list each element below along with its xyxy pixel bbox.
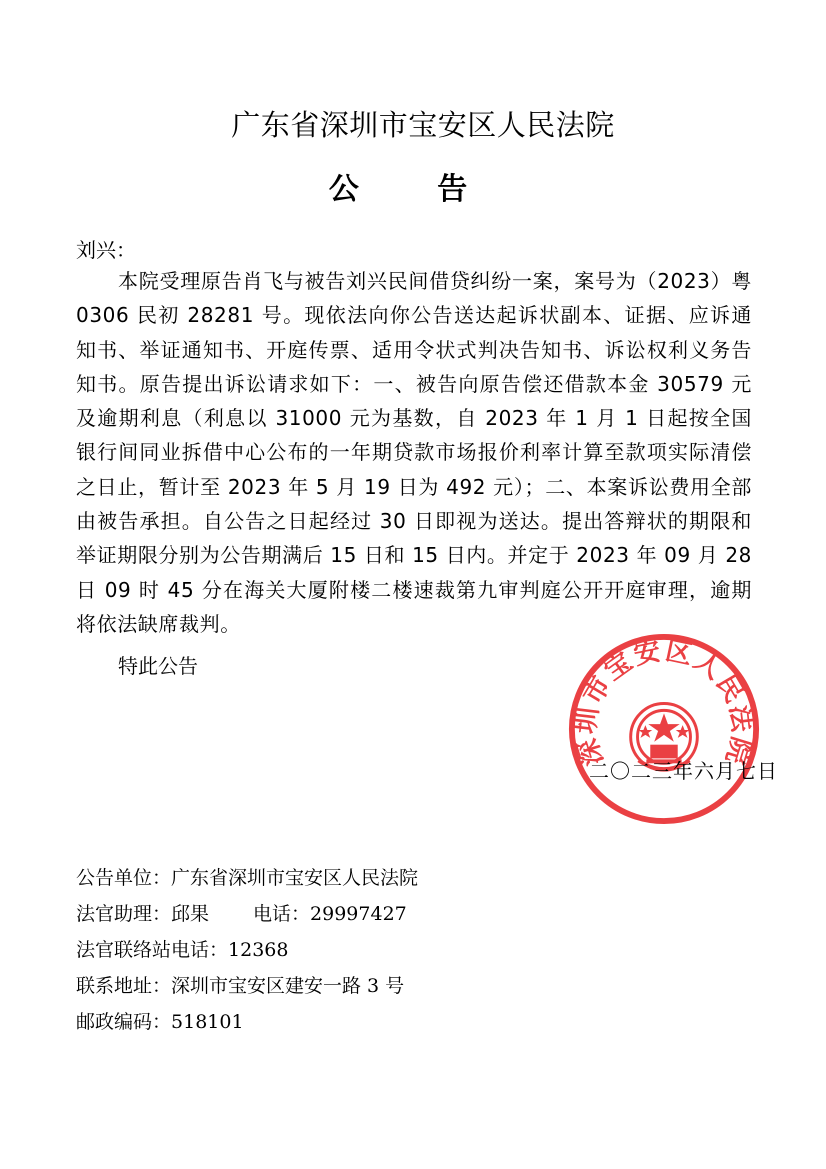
assistant-row xyxy=(76,896,418,932)
unit-value: 广东省深圳市宝安区人民法院 xyxy=(171,867,419,889)
address-value: 深圳市宝安区建安一路 3 号 xyxy=(171,975,405,997)
hotline-label: 法官联络站电话： xyxy=(76,939,229,961)
notice-title xyxy=(0,164,826,208)
unit-label: 公告单位： xyxy=(76,867,172,889)
notice-body: 本院受理原告肖飞与被告刘兴民间借贷纠纷一案，案号为（2023）粤 0306 民初 28281 号。现依法向你公告送达起诉状副本、证据、应诉通知书、举证通知书、开庭传票、适用令状式判决告知书、诉讼权利义务告知书。原告提出诉讼请求如下：一、被告向原告偿还借款本金 30579 元及逾期利息（利息以 31000 元为基数，自 2023 年 1 月 1 日起按全国银行间同业拆借中心公布的一年期贷款市场报价利率计算至款项实际清偿之日止，暂计至 2023 年 5 月 19 日为 492 元）；二、本案诉讼费用全部由被告承担。自公告之日起经过 30 日即视为送达。提出答辩状的期限和举证期限分别为公告期满后 15 日和 15 日内。并定于 2023 年 09 月 28 日 09 时 45 分在海关大厦附楼二楼速裁第九审判庭公开开庭审理，逾期将依法缺席裁判。 xyxy=(76,269,752,636)
court-name: 广东省深圳市宝安区人民法院 xyxy=(231,108,615,142)
postcode-label: 邮政编码： xyxy=(76,1011,172,1033)
assistant-value: 邱果 xyxy=(171,903,210,925)
notice-title-text: 公 告 xyxy=(328,172,502,207)
phone-label: 电话： xyxy=(253,903,311,925)
phone-value: 29997427 xyxy=(310,903,407,925)
address-label: 联系地址： xyxy=(76,975,172,997)
postcode-row xyxy=(76,1004,418,1040)
issue-date: 二〇二三年六月七日 xyxy=(589,759,778,783)
unit-row xyxy=(76,860,418,896)
addressee: 刘兴： xyxy=(76,238,136,262)
court-seal xyxy=(566,631,762,827)
hotline-value: 12368 xyxy=(228,939,289,961)
contact-info xyxy=(76,860,418,1040)
closing-line: 特此公告 xyxy=(118,654,198,678)
hotline-row xyxy=(76,932,418,968)
postcode-value: 518101 xyxy=(171,1011,244,1033)
assistant-label: 法官助理： xyxy=(76,903,172,925)
seal-text: 深圳市宝安区人民法院 xyxy=(570,635,758,770)
address-row xyxy=(76,968,418,1004)
